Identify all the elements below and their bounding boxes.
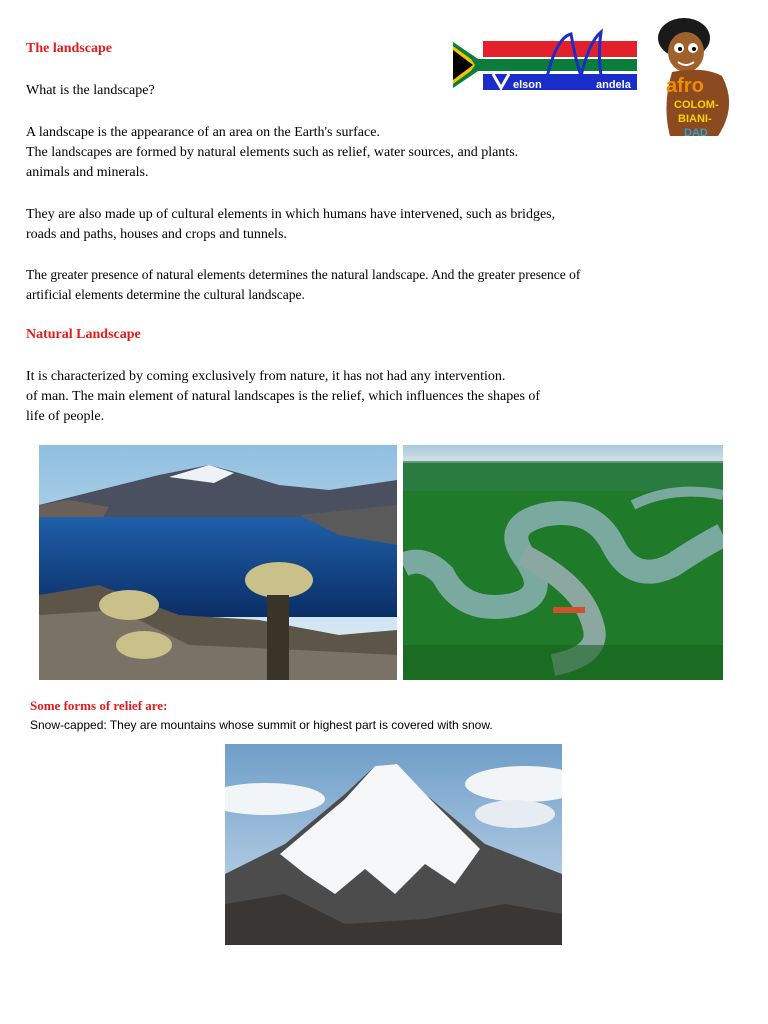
intro-line: animals and minerals.: [26, 165, 149, 180]
afro-line-3: DAD: [684, 127, 708, 139]
presence-line: The greater presence of natural elements determines the natural landscape. And the greater presence of: [26, 267, 581, 282]
snow-capped-mountain-photo: [225, 744, 562, 945]
amazon-river-photo: [403, 445, 723, 680]
lake-frailejon-photo: [39, 445, 397, 680]
page-title: The landscape: [26, 41, 112, 56]
natural-landscape-heading: Natural Landscape: [26, 327, 141, 342]
relief-heading: Some forms of relief are:: [30, 698, 168, 713]
afro-line-1: COLOM-: [674, 99, 719, 111]
intro-line: The landscapes are formed by natural elements such as relief, water sources, and plants.: [26, 145, 519, 160]
mandela-logo: [453, 28, 637, 94]
presence-line: artificial elements determine the cultural landscape.: [26, 287, 305, 302]
intro-paragraph: [26, 123, 518, 183]
afro-word: afro: [666, 75, 704, 97]
intro-line: A landscape is the appearance of an area on the Earth's surface.: [26, 125, 380, 140]
natural-line: It is characterized by coming exclusively from nature, it has not had any intervention.: [26, 369, 506, 384]
cultural-line: They are also made up of cultural elements in which humans have intervened, such as bridges,: [26, 207, 556, 222]
afrocolombianidad-logo: [648, 16, 740, 144]
cultural-paragraph: [26, 205, 555, 245]
natural-line: of man. The main element of natural landscapes is the relief, which influences the shapes of: [26, 389, 541, 404]
mandela-logo-second: andela: [596, 79, 631, 91]
question-text: What is the landscape?: [26, 83, 155, 98]
mandela-logo-first: elson: [513, 79, 542, 91]
presence-paragraph: [26, 265, 580, 305]
natural-paragraph: [26, 367, 540, 427]
natural-line: life of people.: [26, 409, 105, 424]
snow-capped-text: Snow-capped: They are mountains whose summit or highest part is covered with snow.: [30, 718, 493, 732]
afro-line-2: BIANI-: [678, 113, 712, 125]
cultural-line: roads and paths, houses and crops and tunnels.: [26, 227, 287, 242]
